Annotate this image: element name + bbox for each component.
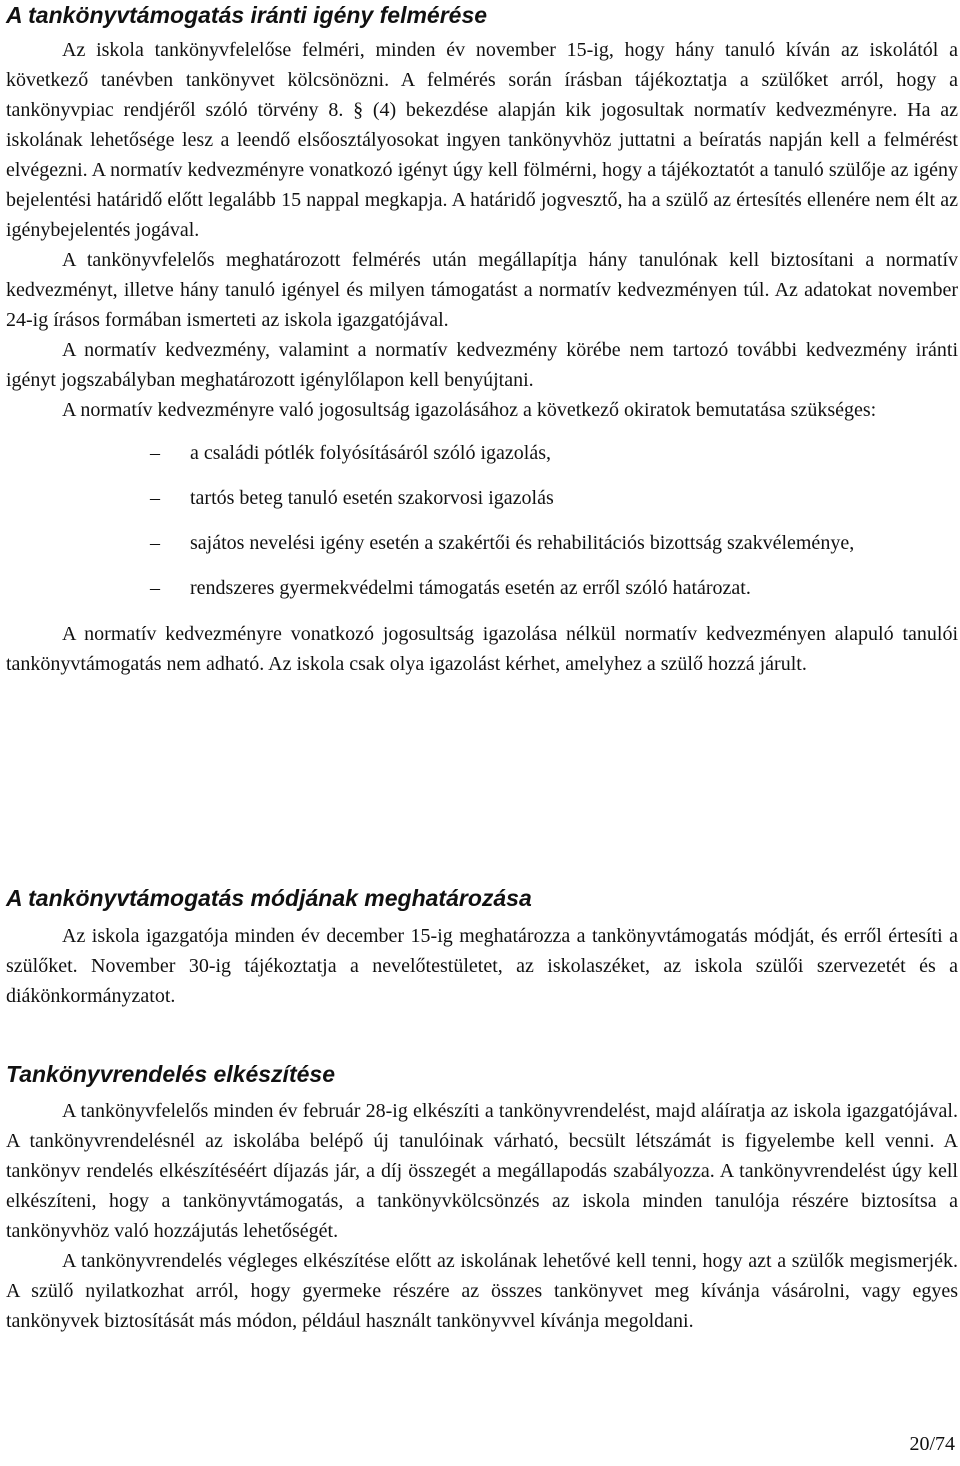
paragraph: A normatív kedvezményre való jogosultság igazolásához a következő okiratok bemutatása szükséges: [62,399,877,421]
list-item [6,476,958,521]
list-item [6,521,870,566]
paragraph: A tankönyvrendelés végleges elkészítése előtt az iskolának lehetővé kell tenni, hogy azt a szülők megismerjék. A szülő nyilatkozhat arról, hogy gyermeke részére az összes tankönyvet meg kívánja vásárolni, vagy egyes tankönyvek biztosítását más módon, például használt tankönyvvel kívánja megoldani. [6,1250,958,1332]
section-body-felmeres [6,35,958,679]
page-number: 20/74 [909,1433,955,1455]
paragraph: A normatív kedvezmény, valamint a normatív kedvezmény körébe nem tartozó további kedvezmény iránti igényt jogszabályban meghatározott igénylőlapon kell benyújtani. [6,339,958,391]
paragraph: A tankönyvfelelős minden év február 28-ig elkészíti a tankönyvrendelést, majd aláíratja az iskola igazgatójával. A tankönyvrendelésnél az iskolába belépő új tanulóinak várható, becsült létszámát is figyelembe kell venni. A tankönyv rendelés elkészítéséért díjazás jár, a díj összegét a megállapodás szabályozza. A tankönyvrendelést úgy kell elkészíteni, hogy a tankönyvtámogatás, a tankönyvkölcsönzés az iskola minden tanulója részére biztosítsa a tankönyvhöz való hozzájutás lehetőségét. [6,1100,958,1242]
paragraph: A tankönyvfelelős meghatározott felmérés után megállapítja hány tanulónak kell biztosítani a normatív kedvezményt, illetve hány tanuló igényel és milyen támogatást a normatív kedvezményen túl. Az adatokat november 24-ig írásos formában ismerteti az iskola igazgatójával. [6,249,958,331]
list-item-text: rendszeres gyermekvédelmi támogatás esetén az erről szóló határozat. [190,577,751,599]
list-item-text: tartós beteg tanuló esetén szakorvosi igazolás [190,487,554,509]
paragraph: Az iskola tankönyvfelelőse felméri, minden év november 15-ig, hogy hány tanuló kíván az iskolától a következő tanévben tankönyvet kölcsönözni. A felmérés során írásban tájékoztatja a szülőket arról, hogy a tankönyvpiac rendjéről szóló törvény 8. § (4) bekezdése alapján kik jogosultak normatív kedvezményre. Ha az iskolának lehetősége lesz a leendő elsőosztályosokat ingyen tankönyvhöz juttatni a beíratás napján kell a felmérést elvégezni. A normatív kedvezményre vonatkozó igényt úgy kell fölmérni, hogy a tájékoztatót a tanuló szülője az igény bejelentési határidő előtt legalább 15 nappal megkapja. A határidő jogvesztő, ha a szülő az értesítés ellenére nem élt az igénybejelentés jogával. [6,39,958,241]
list-item-text: a családi pótlék folyósításáról szóló igazolás, [190,442,552,464]
list-item [6,566,958,611]
section-heading-rendeles: Tankönyvrendelés elkészítése [6,1061,335,1087]
dash-bullet: – [150,577,160,599]
required-documents-list [6,431,958,611]
dash-bullet: – [150,487,160,509]
section-heading-felmeres: A tankönyvtámogatás iránti igény felmérése [6,2,488,28]
dash-bullet: – [150,442,160,464]
list-item [6,431,958,476]
section-heading-mod: A tankönyvtámogatás módjának meghatározása [6,885,532,911]
list-item-text: sajátos nevelési igény esetén a szakértői és rehabilitációs bizottság szakvéleménye, [190,532,855,554]
dash-bullet: – [150,532,160,554]
paragraph: A normatív kedvezményre vonatkozó jogosultság igazolása nélkül normatív kedvezményen alapuló tanulói tankönyvtámogatás nem adható. Az iskola csak olya igazolást kérhet, amelyhez a szülő hozzá járult. [6,623,958,675]
paragraph: Az iskola igazgatója minden év december 15-ig meghatározza a tankönyvtámogatás módját, és erről értesíti a szülőket. November 30-ig tájékoztatja a nevelőtestületet, az iskolaszéket, az iskola szülői szervezetét és a diákönkormányzatot. [6,925,958,1007]
section-body-mod [6,921,958,1011]
section-body-rendeles [6,1096,958,1336]
